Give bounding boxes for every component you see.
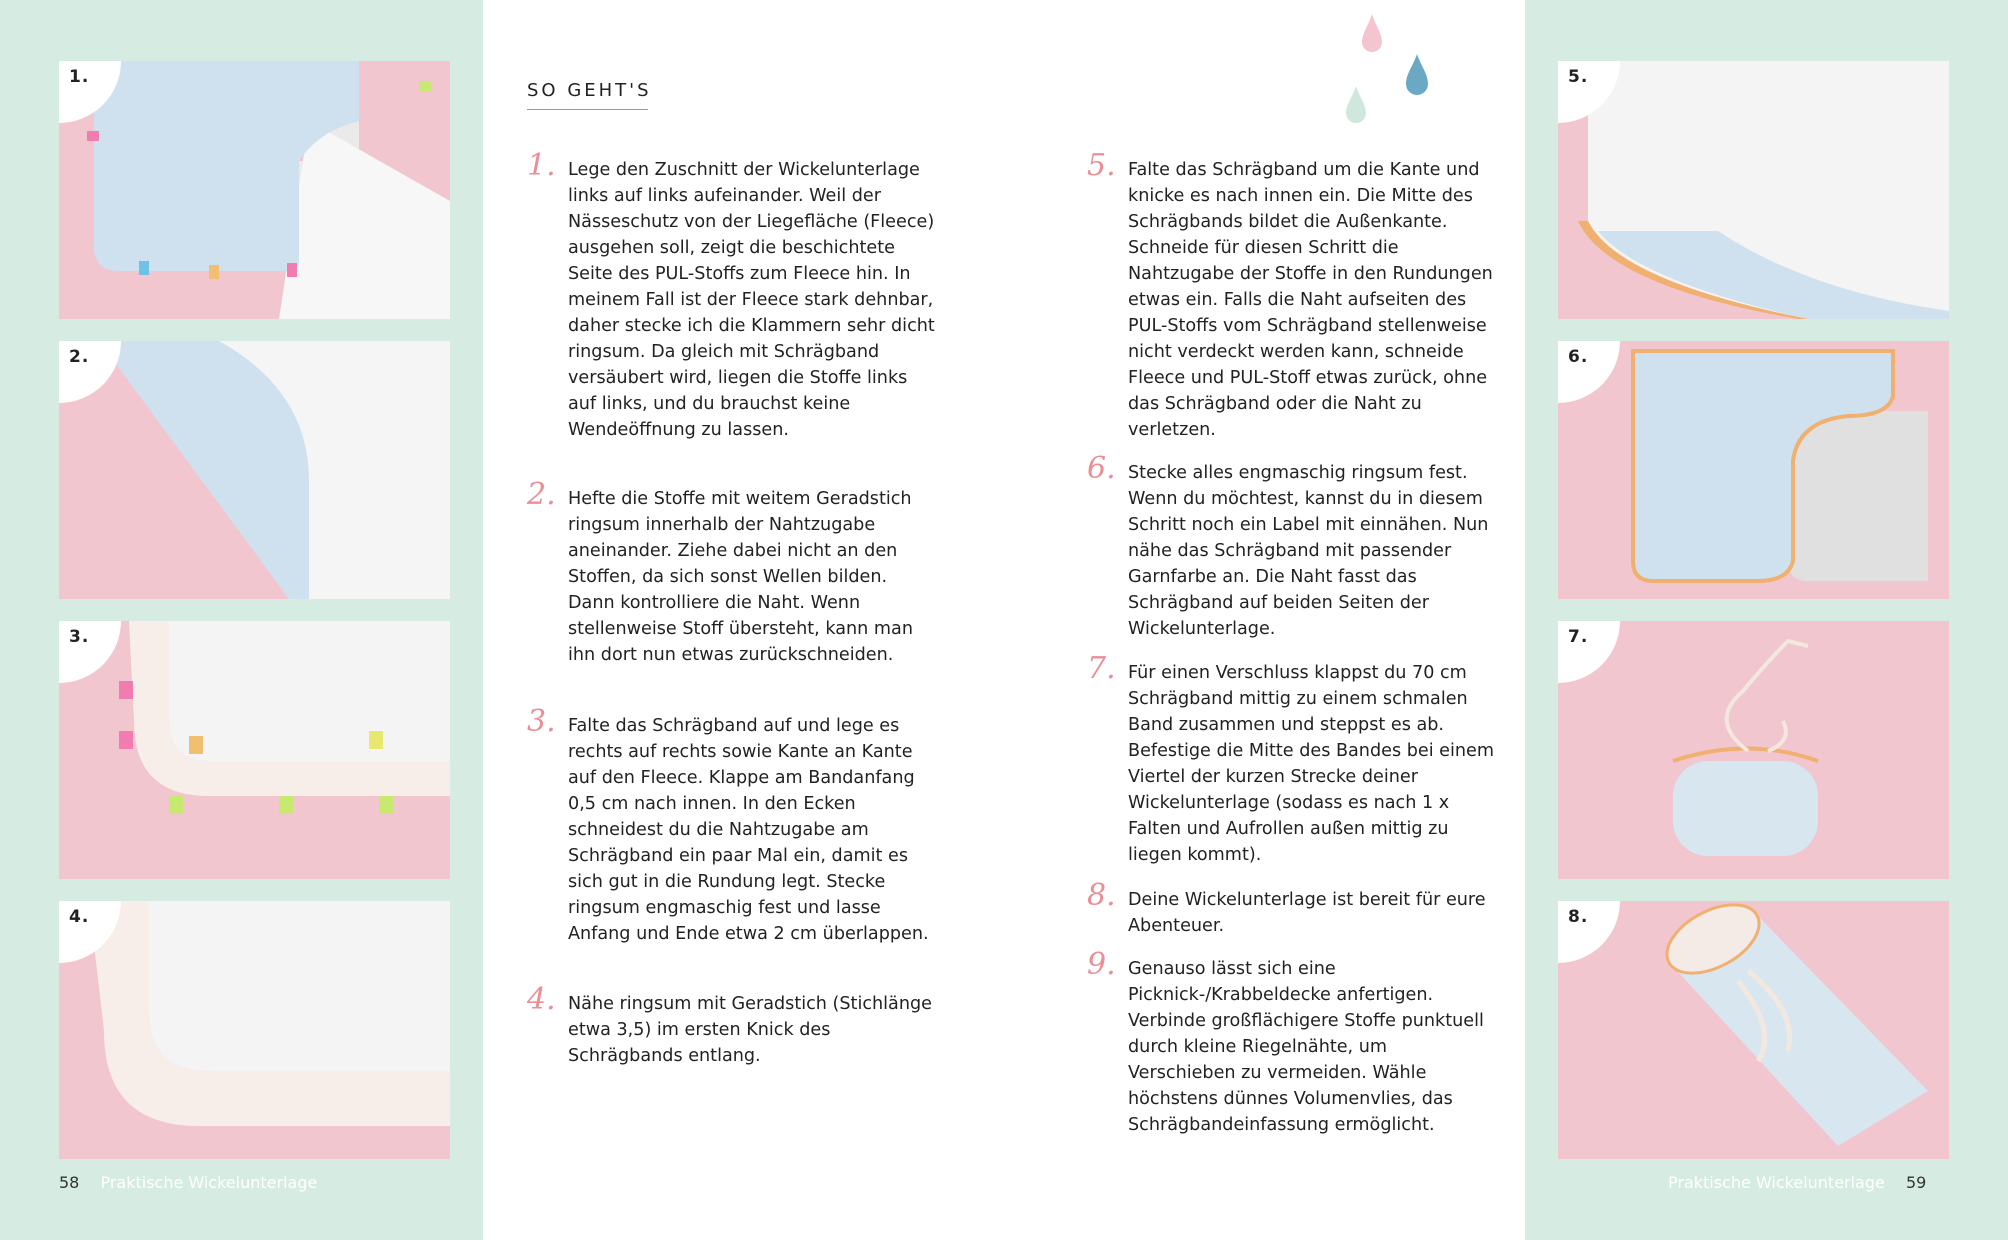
step-badge xyxy=(1558,61,1620,123)
step-badge-label: 7. xyxy=(1568,627,1589,647)
step-photo-2 xyxy=(59,341,450,599)
step-badge xyxy=(1558,341,1620,403)
heading-underline xyxy=(527,109,648,110)
page-number-left: 58 xyxy=(59,1173,80,1192)
instruction-step-1 xyxy=(527,148,938,443)
instruction-step-6 xyxy=(1087,451,1498,642)
step-text: Deine Wickelunterlage ist bereit für eure Abenteuer. xyxy=(1128,890,1486,936)
raindrops-decoration xyxy=(1340,12,1460,132)
instruction-step-2 xyxy=(527,477,938,668)
step-text: Stecke alles engmaschig ringsum fest. Wenn du möchtest, kannst du in diesem Schritt noch ein Label mit einnähen. Nun nähe das Schrägband mit passender Garnfarbe an. Die Naht fasst das Schrägband auf beiden Seiten der Wickelunterlage. xyxy=(1128,463,1489,639)
step-photo-1 xyxy=(59,61,450,319)
step-photo-8 xyxy=(1558,901,1949,1159)
instruction-step-7 xyxy=(1087,651,1498,868)
step-badge-label: 4. xyxy=(69,907,90,927)
drop-pink-icon xyxy=(1362,14,1382,52)
step-badge-label: 1. xyxy=(69,67,90,87)
footer-title-right: Praktische Wickelunterlage xyxy=(1668,1173,1885,1192)
drop-blue-icon xyxy=(1406,54,1428,95)
footer-title-left: Praktische Wickelunterlage xyxy=(100,1173,318,1192)
step-photo-6 xyxy=(1558,341,1949,599)
drop-mint-icon xyxy=(1346,86,1366,123)
step-number: 5. xyxy=(1087,148,1116,183)
step-text: Lege den Zuschnitt der Wickelunterlage links auf links aufeinander. Weil der Nässeschutz von der Liegefläche (Fleece) ausgehen soll, zeigt die beschichtete Seite des PUL-Stoffs zum Fleece hin. In meinem Fall ist der Fleece stark dehnbar, daher stecke ich die Klammern sehr dicht ringsum. Da gleich mit Schrägband versäubert wird, liegen die Stoffe links auf links, und du brauchst keine Wendeöffnung zu lassen. xyxy=(568,160,935,440)
step-badge-label: 2. xyxy=(69,347,90,367)
step-number: 2. xyxy=(527,477,556,512)
step-text: Falte das Schrägband um die Kante und knicke es nach innen ein. Die Mitte des Schrägbands bildet die Außenkante. Schneide für diesen Schritt die Nahtzugabe der Stoffe in den Rundungen etwas ein. Falls die Naht aufseiten des PUL-Stoffs vom Schrägband stellenweise nicht verdeckt werden kann, schneide Fleece und PUL-Stoff etwas zurück, ohne das Schrägband oder die Naht zu verletzen. xyxy=(1128,160,1493,440)
step-badge-label: 5. xyxy=(1568,67,1589,87)
step-badge xyxy=(1558,901,1620,963)
step-number: 1. xyxy=(527,148,556,183)
instruction-step-8 xyxy=(1087,878,1498,939)
step-number: 6. xyxy=(1087,451,1116,486)
instruction-step-3 xyxy=(527,704,938,947)
step-text: Nähe ringsum mit Geradstich (Stichlänge etwa 3,5) im ersten Knick des Schrägbands entlang. xyxy=(568,994,932,1066)
footer-right xyxy=(1668,1173,1926,1192)
step-number: 3. xyxy=(527,704,556,739)
step-number: 4. xyxy=(527,982,556,1017)
footer-left xyxy=(59,1173,317,1192)
step-photo-3 xyxy=(59,621,450,879)
step-text: Falte das Schrägband auf und lege es rechts auf rechts sowie Kante an Kante auf den Fleece. Klappe am Bandanfang 0,5 cm nach innen. In den Ecken schneidest du die Nahtzugabe am Schrägband ein paar Mal ein, damit es sich gut in die Rundung legt. Stecke ringsum engmaschig fest und lasse Anfang und Ende etwa 2 cm überlappen. xyxy=(568,716,929,944)
step-number: 8. xyxy=(1087,878,1116,913)
page-number-right: 59 xyxy=(1905,1173,1927,1192)
section-heading: SO GEHT'S xyxy=(527,80,652,101)
instruction-step-4 xyxy=(527,982,938,1069)
step-number: 7. xyxy=(1087,651,1116,686)
step-photo-5 xyxy=(1558,61,1949,319)
step-photo-4 xyxy=(59,901,450,1159)
step-number: 9. xyxy=(1087,947,1116,982)
step-text: Für einen Verschluss klappst du 70 cm Schrägband mittig zu einem schmalen Band zusammen und steppst es ab. Befestige die Mitte des Bandes bei einem Viertel der kurzen Strecke deiner Wickelunterlage (sodass es nach 1 x Falten und Aufrollen außen mittig zu liegen kommt). xyxy=(1128,663,1495,865)
instruction-step-5 xyxy=(1087,148,1498,443)
step-badge xyxy=(1558,621,1620,683)
step-badge-label: 3. xyxy=(69,627,90,647)
step-text: Hefte die Stoffe mit weitem Geradstich ringsum innerhalb der Nahtzugabe aneinander. Ziehe dabei nicht an den Stoffen, da sich sonst Wellen bilden. Dann kontrolliere die Naht. Wenn stellenweise Stoff übersteht, kann man ihn dort nun etwas zurückschneiden. xyxy=(568,489,913,665)
step-badge-label: 6. xyxy=(1568,347,1589,367)
instruction-step-9 xyxy=(1087,947,1498,1138)
step-text: Genauso lässt sich eine Picknick-/Krabbeldecke anfertigen. Verbinde großflächigere Stoffe punktuell durch kleine Riegelnähte, um Verschieben zu vermeiden. Wähle höchstens dünnes Volumenvlies, das Schrägbandeinfassung ermöglicht. xyxy=(1128,959,1484,1135)
step-badge xyxy=(59,901,121,963)
step-photo-7 xyxy=(1558,621,1949,879)
step-badge xyxy=(59,621,121,683)
step-badge xyxy=(59,61,121,123)
step-badge-label: 8. xyxy=(1568,907,1589,927)
step-badge xyxy=(59,341,121,403)
